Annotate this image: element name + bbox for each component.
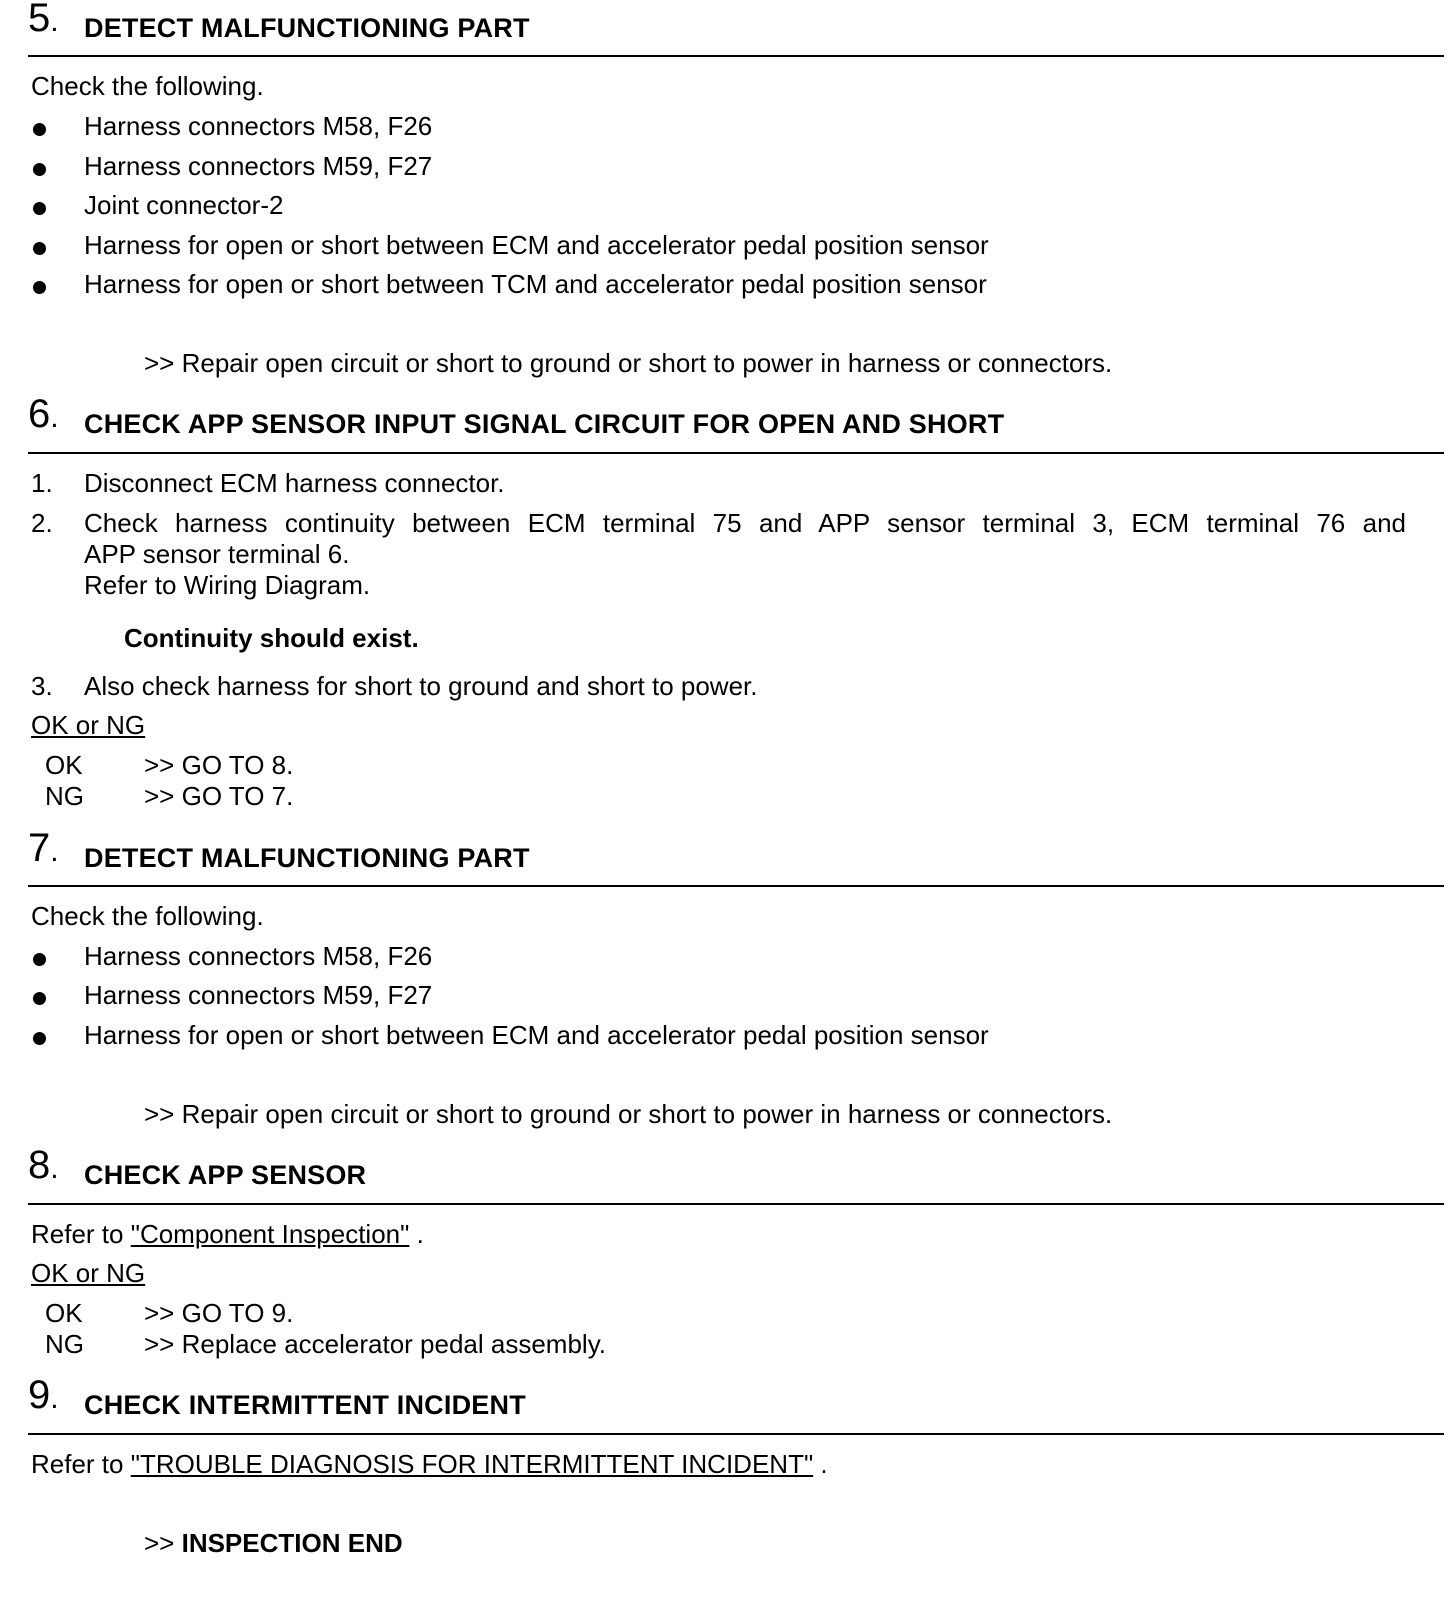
result-text: >> GO TO 8. [144,750,294,780]
list-item: Harness for open or short between ECM and accelerator pedal position sensor [84,230,989,260]
list-item: Joint connector-2 [84,190,284,220]
step-title: DETECT MALFUNCTIONING PART [84,843,530,873]
section-divider [28,55,1444,57]
end-text: INSPECTION END [181,1528,403,1558]
inspection-end [144,1527,403,1559]
intro-text: Check the following. [31,71,264,101]
step-7-heading [28,826,1444,878]
spec-text: Continuity should exist. [124,623,419,653]
step-number: 7. [28,826,59,870]
bullet-dot [33,163,46,176]
result-code: OK [45,1298,83,1328]
step-title: CHECK INTERMITTENT INCIDENT [84,1390,526,1420]
list-item: Check harness continuity between ECM terminal 75 and APP sensor terminal 3, ECM terminal 76 and [84,508,1406,538]
bullet-dot [33,281,46,294]
bullet-dot [33,242,46,255]
list-item: Also check harness for short to ground and short to power. [84,671,758,701]
step-number: 5. [28,0,59,40]
section-divider [28,452,1444,454]
refer-prefix: Refer to [31,1449,131,1479]
list-item: Harness connectors M59, F27 [84,151,433,181]
bullet-dot [33,1032,46,1045]
step-number: 6. [28,392,59,436]
step-5-heading [28,0,1444,48]
action-text: >> Repair open circuit or short to ground or short to power in harness or connectors. [144,1099,1113,1129]
item-number: 1. [31,468,53,498]
step-9-heading [28,1373,1444,1425]
step-6-heading [28,392,1444,444]
bullet-dot [33,202,46,215]
refer-suffix: . [813,1449,828,1479]
refer-line [31,1448,828,1480]
intro-text: Check the following. [31,901,264,931]
ok-ng-label: OK or NG [31,710,146,740]
step-title: CHECK APP SENSOR INPUT SIGNAL CIRCUIT FOR OPEN AND SHORT [84,409,1005,439]
list-item: Harness connectors M59, F27 [84,980,433,1010]
step-8-heading [28,1143,1444,1195]
ok-ng-label: OK or NG [31,1258,146,1288]
refer-suffix: . [409,1219,424,1249]
end-prefix: >> [144,1528,182,1558]
bullet-dot [33,123,46,136]
step-number: 8. [28,1143,59,1187]
section-divider [28,1433,1444,1435]
list-item: Disconnect ECM harness connector. [84,468,505,498]
result-code: NG [45,1329,84,1359]
refer-prefix: Refer to [31,1219,131,1249]
item-number: 3. [31,671,53,701]
list-item: Harness connectors M58, F26 [84,111,433,141]
refer-line [31,1218,424,1250]
item-number: 2. [31,508,53,538]
list-item: Harness for open or short between TCM and accelerator pedal position sensor [84,269,987,299]
list-item-continuation: APP sensor terminal 6. [84,539,350,569]
list-item-continuation: Refer to Wiring Diagram. [84,570,371,600]
action-text: >> Repair open circuit or short to ground or short to power in harness or connectors. [144,348,1113,378]
section-divider [28,885,1444,887]
result-text: >> Replace accelerator pedal assembly. [144,1329,606,1359]
section-divider [28,1203,1444,1205]
intermittent-incident-link[interactable]: "TROUBLE DIAGNOSIS FOR INTERMITTENT INCIDENT" [130,1449,814,1479]
result-text: >> GO TO 9. [144,1298,294,1328]
bullet-dot [33,992,46,1005]
step-title: DETECT MALFUNCTIONING PART [84,13,530,43]
result-code: OK [45,750,83,780]
list-item: Harness connectors M58, F26 [84,941,433,971]
result-text: >> GO TO 7. [144,781,294,811]
step-number: 9. [28,1373,59,1417]
step-title: CHECK APP SENSOR [84,1160,367,1190]
list-item: Harness for open or short between ECM and accelerator pedal position sensor [84,1020,989,1050]
bullet-dot [33,953,46,966]
result-code: NG [45,781,84,811]
component-inspection-link[interactable]: "Component Inspection" [130,1219,410,1249]
